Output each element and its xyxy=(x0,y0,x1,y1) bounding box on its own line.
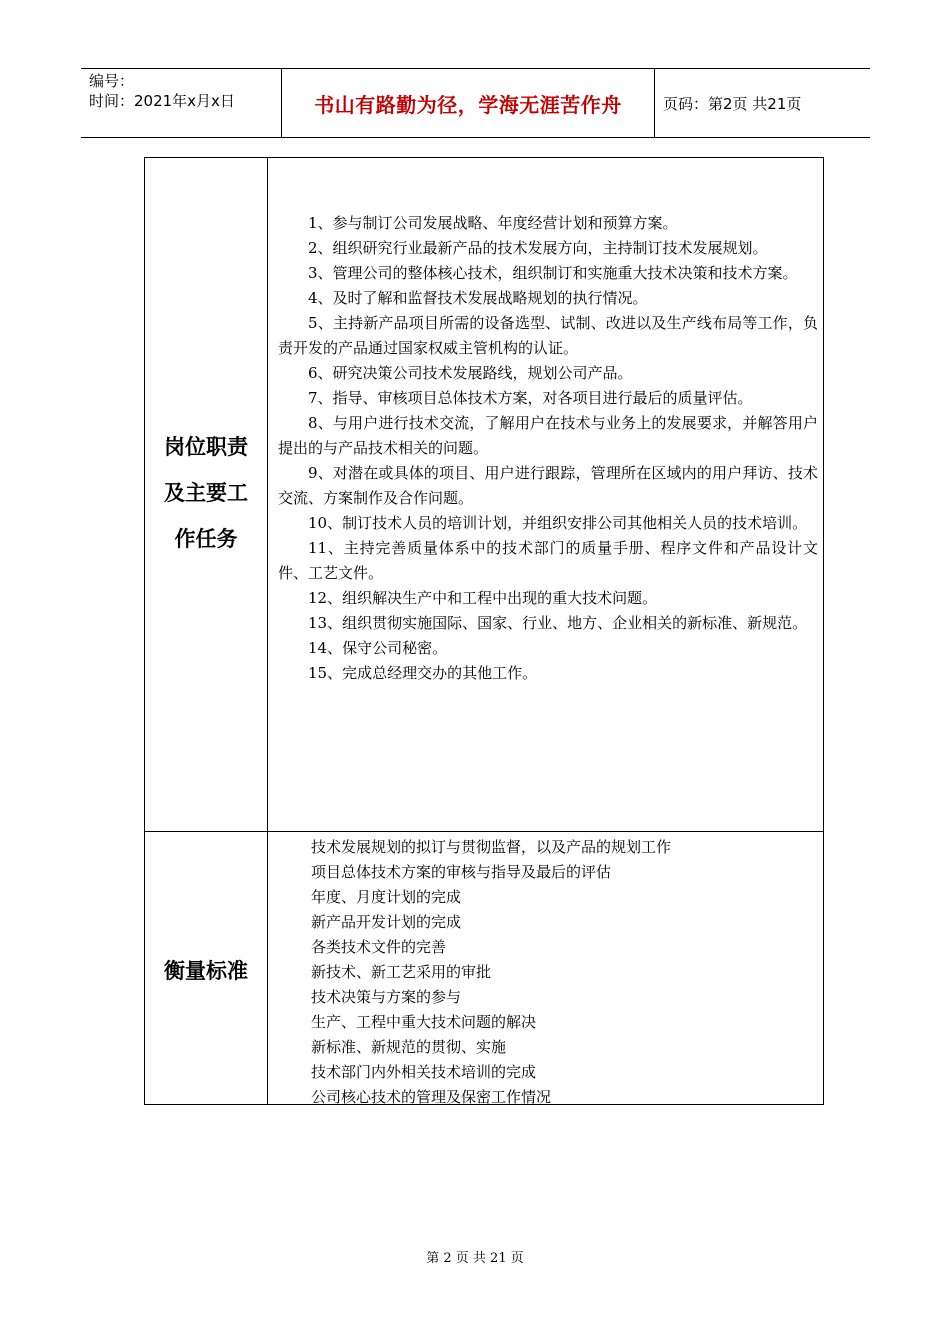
duty-item: 15、完成总经理交办的其他工作。 xyxy=(308,664,538,682)
standard-item: 技术部门内外相关技术培训的完成 xyxy=(311,1063,537,1081)
duty-item: 5、主持新产品项目所需的设备选型、试制、改进以及生产线布局等工作，负责开发的产品通过国家权威主管机构的认证。 xyxy=(278,314,818,357)
standard-item: 公司核心技术的管理及保密工作情况 xyxy=(311,1088,552,1106)
column-divider xyxy=(267,158,268,1104)
standard-item: 新产品开发计划的完成 xyxy=(311,913,462,931)
standard-item: 各类技术文件的完善 xyxy=(311,938,447,956)
duty-item: 10、制订技术人员的培训计划，并组织安排公司其他相关人员的技术培训。 xyxy=(308,514,808,532)
standard-item: 技术决策与方案的参与 xyxy=(311,988,462,1006)
duties-list xyxy=(278,211,818,686)
duty-item: 13、组织贯彻实施国际、国家、行业、地方、企业相关的新标准、新规范。 xyxy=(308,614,808,632)
standard-item: 生产、工程中重大技术问题的解决 xyxy=(311,1013,537,1031)
duty-item: 7、指导、审核项目总体技术方案，对各项目进行最后的质量评估。 xyxy=(308,389,753,407)
duty-item: 2、组织研究行业最新产品的技术发展方向，主持制订技术发展规划。 xyxy=(308,239,768,257)
standards-label: 衡量标准 xyxy=(164,959,248,983)
standards-list xyxy=(311,835,811,1110)
duty-item: 12、组织解决生产中和工程中出现的重大技术问题。 xyxy=(308,589,658,607)
page-footer: 第 2 页 共 21 页 xyxy=(426,1251,524,1266)
document-time-label: 时间：2021年x月x日 xyxy=(89,92,235,110)
page-header xyxy=(81,68,870,138)
duty-item: 6、研究决策公司技术发展路线，规划公司产品。 xyxy=(308,364,633,382)
standard-item: 技术发展规划的拟订与贯彻监督，以及产品的规划工作 xyxy=(311,838,672,856)
duties-label-line: 作任务 xyxy=(174,527,238,551)
duty-item: 9、对潜在或具体的项目、用户进行跟踪，管理所在区域内的用户拜访、技术交流、方案制作及合作问题。 xyxy=(278,464,818,507)
duty-item: 1、参与制订公司发展战略、年度经营计划和预算方案。 xyxy=(308,214,678,232)
duty-item: 14、保守公司秘密。 xyxy=(308,639,448,657)
duties-label xyxy=(145,424,267,562)
header-motto-cell xyxy=(281,69,655,137)
header-page-info: 页码：第2页 共21页 xyxy=(663,94,802,113)
duties-label-line: 岗位职责 xyxy=(164,435,248,459)
row-divider xyxy=(145,831,823,832)
standard-item: 新技术、新工艺采用的审批 xyxy=(311,963,492,981)
duty-item: 3、管理公司的整体核心技术，组织制订和实施重大技术决策和技术方案。 xyxy=(308,264,798,282)
header-meta-cell xyxy=(81,69,281,137)
header-motto: 书山有路勤为径，学海无涯苦作舟 xyxy=(314,92,622,117)
header-page-cell xyxy=(655,69,870,137)
standard-item: 年度、月度计划的完成 xyxy=(311,888,462,906)
duties-label-line: 及主要工 xyxy=(164,481,248,505)
standard-item: 新标准、新规范的贯彻、实施 xyxy=(311,1038,507,1056)
job-description-table xyxy=(144,157,824,1105)
duty-item: 4、及时了解和监督技术发展战略规划的执行情况。 xyxy=(308,289,648,307)
standard-item: 项目总体技术方案的审核与指导及最后的评估 xyxy=(311,863,612,881)
duty-item: 11、主持完善质量体系中的技术部门的质量手册、程序文件和产品设计文件、工艺文件。 xyxy=(278,539,818,582)
duty-item: 8、与用户进行技术交流，了解用户在技术与业务上的发展要求，并解答用户提出的与产品技术相关的问题。 xyxy=(278,414,818,457)
document-number-label: 编号： xyxy=(89,72,135,90)
